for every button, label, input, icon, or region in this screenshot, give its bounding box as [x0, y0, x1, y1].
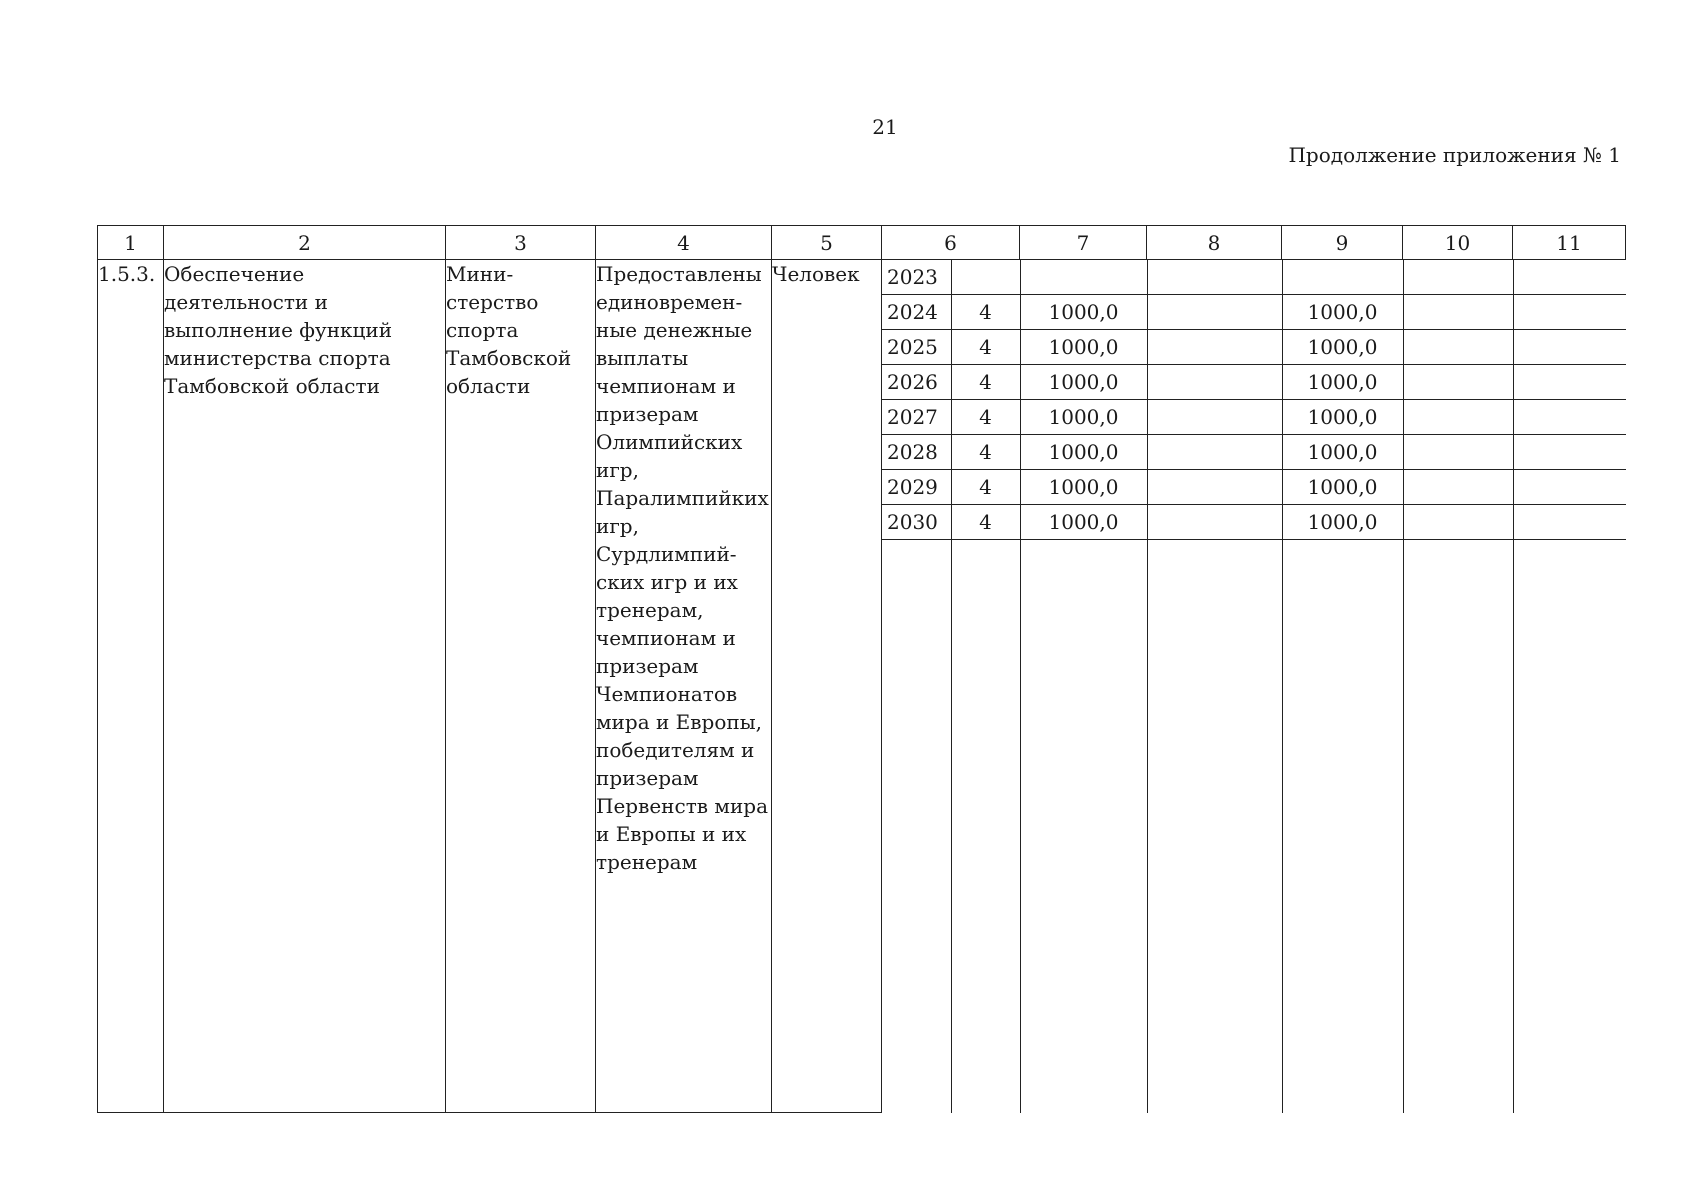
col9-cell: 1000,0 [1282, 330, 1403, 365]
page-number: 21 [872, 115, 898, 139]
year-cell: 2024 [882, 295, 951, 330]
col7-cell: 1000,0 [1020, 365, 1147, 400]
count-cell: 4 [951, 400, 1020, 435]
col11-cell [1513, 365, 1626, 400]
filler-cell [1282, 540, 1403, 1113]
col9-cell: 1000,0 [1282, 435, 1403, 470]
year-cell: 2025 [882, 330, 951, 365]
year-cell: 2030 [882, 505, 951, 540]
row-indicator: Предоставлены единовремен-ные денежные выплаты чемпионам и призерам Олимпийских игр, Паралимпийких игр, Сурдлимпий-ских игр и их тренерам, чемпионам и призерам Чемпионатов мира и Европы, победителям и призерам Первенств мира и Европы и их тренерам [596, 260, 772, 1113]
filler-cell [1513, 540, 1626, 1113]
year-row [882, 260, 1626, 295]
count-cell: 4 [951, 330, 1020, 365]
column-header-9: 9 [1282, 226, 1403, 260]
col10-cell [1403, 330, 1513, 365]
column-header-11: 11 [1513, 226, 1626, 260]
col8-cell [1147, 330, 1282, 365]
col7-cell: 1000,0 [1020, 295, 1147, 330]
filler-cell [882, 540, 951, 1113]
column-header-10: 10 [1403, 226, 1513, 260]
column-header-1: 1 [98, 226, 164, 260]
col10-cell [1403, 365, 1513, 400]
col8-cell [1147, 505, 1282, 540]
count-cell: 4 [951, 505, 1020, 540]
filler-row [882, 540, 1626, 1113]
year-cell: 2023 [882, 260, 951, 295]
column-header-4: 4 [596, 226, 772, 260]
years-grid [882, 260, 1626, 1113]
col9-cell: 1000,0 [1282, 400, 1403, 435]
row-executor: Мини-стерство спорта Тамбовской области [446, 260, 596, 1113]
column-number-row [98, 226, 1626, 260]
year-row [882, 365, 1626, 400]
year-cell: 2027 [882, 400, 951, 435]
year-row [882, 400, 1626, 435]
filler-cell [1403, 540, 1513, 1113]
year-cell: 2029 [882, 470, 951, 505]
filler-cell [951, 540, 1020, 1113]
year-row [882, 470, 1626, 505]
col10-cell [1403, 470, 1513, 505]
column-header-5: 5 [772, 226, 882, 260]
col10-cell [1403, 435, 1513, 470]
row-unit: Человек [772, 260, 882, 1113]
column-header-7: 7 [1020, 226, 1147, 260]
col10-cell [1403, 505, 1513, 540]
col9-cell [1282, 260, 1403, 295]
col10-cell [1403, 295, 1513, 330]
column-header-8: 8 [1147, 226, 1282, 260]
years-grid-cell [882, 260, 1626, 1113]
col9-cell: 1000,0 [1282, 470, 1403, 505]
year-row [882, 295, 1626, 330]
col10-cell [1403, 260, 1513, 295]
col11-cell [1513, 505, 1626, 540]
col11-cell [1513, 330, 1626, 365]
col7-cell: 1000,0 [1020, 505, 1147, 540]
col8-cell [1147, 295, 1282, 330]
count-cell: 4 [951, 295, 1020, 330]
col11-cell [1513, 470, 1626, 505]
continuation-label: Продолжение приложения № 1 [1288, 143, 1621, 167]
col7-cell: 1000,0 [1020, 435, 1147, 470]
count-cell [951, 260, 1020, 295]
col10-cell [1403, 400, 1513, 435]
column-header-3: 3 [446, 226, 596, 260]
col7-cell: 1000,0 [1020, 400, 1147, 435]
column-header-2: 2 [164, 226, 446, 260]
program-table [97, 225, 1626, 1113]
col11-cell [1513, 400, 1626, 435]
filler-cell [1020, 540, 1147, 1113]
col8-cell [1147, 470, 1282, 505]
count-cell: 4 [951, 470, 1020, 505]
col8-cell [1147, 365, 1282, 400]
count-cell: 4 [951, 435, 1020, 470]
col11-cell [1513, 295, 1626, 330]
filler-cell [1147, 540, 1282, 1113]
row-number: 1.5.3. [98, 260, 164, 1113]
row-name: Обеспечение деятельности и выполнение функций министерства спорта Тамбовской области [164, 260, 446, 1113]
table-row [98, 260, 1626, 1113]
col8-cell [1147, 260, 1282, 295]
col9-cell: 1000,0 [1282, 295, 1403, 330]
year-row [882, 505, 1626, 540]
col7-cell [1020, 260, 1147, 295]
col11-cell [1513, 260, 1626, 295]
col7-cell: 1000,0 [1020, 470, 1147, 505]
col8-cell [1147, 400, 1282, 435]
column-header-6: 6 [882, 226, 1020, 260]
col9-cell: 1000,0 [1282, 365, 1403, 400]
count-cell: 4 [951, 365, 1020, 400]
col9-cell: 1000,0 [1282, 505, 1403, 540]
year-cell: 2026 [882, 365, 951, 400]
col8-cell [1147, 435, 1282, 470]
year-cell: 2028 [882, 435, 951, 470]
col11-cell [1513, 435, 1626, 470]
col7-cell: 1000,0 [1020, 330, 1147, 365]
year-row [882, 330, 1626, 365]
year-row [882, 435, 1626, 470]
